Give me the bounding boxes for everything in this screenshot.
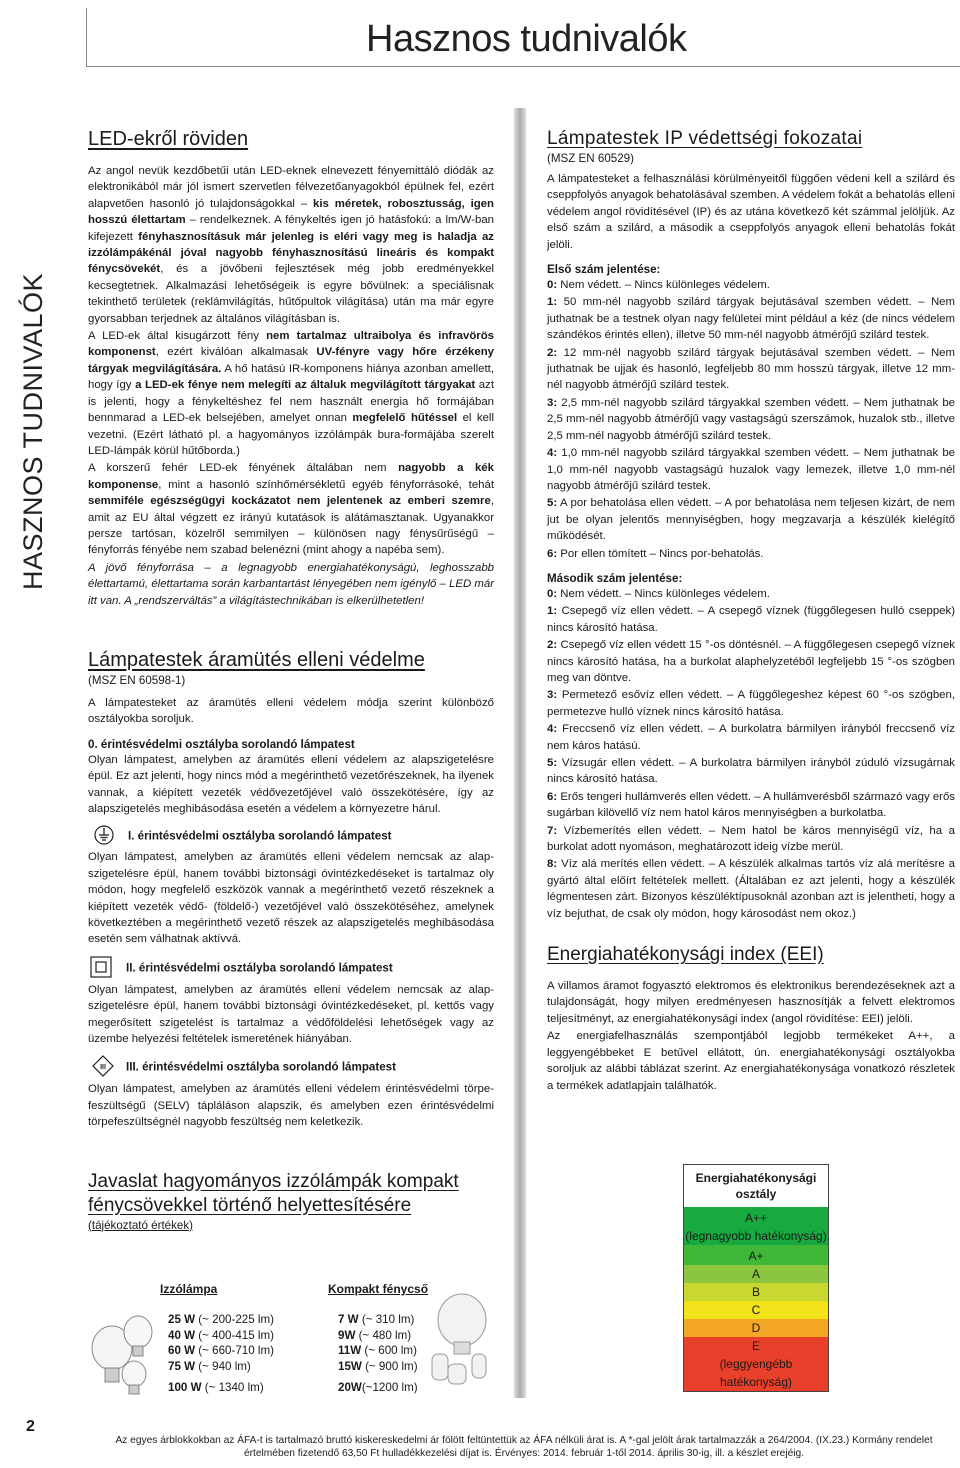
ip-item: 4: Freccsenő víz ellen védett. – A burkolatra bármilyen irányból freccsenő víz nem káros hatású. (547, 723, 955, 752)
side-title-text: HASZNOS TUDNIVALÓK (18, 272, 48, 590)
col-compact-label: Kompakt fénycső (328, 1282, 429, 1296)
replace-title-line2: fénycsövekkel történő helyettesítésére (88, 1194, 412, 1216)
ip-item: 5: A por behatolása ellen védett. – A por behatolása nem teljesen kizárt, de nem jut be olyan jelentős mennyiségben, hogy megzavarja a készülék kielégítő működését. (547, 497, 955, 543)
led-paragraph-4: A jövő fényforrása – a legnagyobb energiahatékonyságú, leghosszabb élettartamú, élettartama során karbantartást lényegében nem igénylő – LED már itt van. A „rendszerváltás” a világítástechnikában is elkerülhetetlen! (88, 561, 494, 607)
double-insulation-icon (90, 956, 112, 981)
page-number: 2 (26, 1418, 35, 1435)
ip-intro: A lámpatesteket a felhasználási körülményeitől függően védeni kell a szilárd és cseppfolyós anyagok behatolásával szemben. A védelem fokát a behatolás elleni védelem angol rövidítésével (IP) és az utána következő két számmal jelöljük. Az első szám a szilárd, a második a cseppfolyós anyagok elleni behatolás fokát jelöli. (547, 173, 955, 251)
footer-line-1: Az egyes árblokkokban az ÁFA-t is tartalmazó bruttó kiskereskedelmi ár fölött feltüntettük az ÁFA nélküli árat is. A *-gal jelölt árak tartalmazzák a 264/2004. (IX.23.) Kormány rendelet (115, 1435, 933, 1446)
footer-note (88, 1434, 960, 1460)
ip-item: 0: Nem védett. – Nincs különleges védelem. (547, 587, 770, 600)
compact-value: 7 W (~ 310 lm) (338, 1313, 415, 1326)
ip-item: 3: Permetező esővíz ellen védett. – A függőlegeshez képest 60 °-os szögben, permetezve hulló víznek nincs károsító hatása. (547, 689, 955, 718)
ip-item: 4: 1,0 mm-nél nagyobb szilárd tárgyakkal szemben védett. – Nem juthatnak be 1,0 mm-nél nagyobb vastagságú huzalok vagy lemezek, illetve 1,0 mm-nél nagyobb átmérőjű szilárd testek. (547, 447, 955, 492)
incandescent-value: 25 W (~ 200-225 lm) (168, 1313, 274, 1326)
compact-value: 9W (~ 480 lm) (338, 1328, 412, 1342)
incandescent-value: 60 W (~ 660-710 lm) (168, 1344, 274, 1358)
ip-title: Lámpatestek IP védettségi fokozatai (547, 128, 863, 149)
page-title: Hasznos tudnivalók (366, 18, 687, 60)
ip-item: 2: 12 mm-nél nagyobb szilárd tárgyak bejutásával szemben védett. – Nem juthatnak be ujjak és hasonló, legfeljebb 80 mm hosszú tárgyak, illetve 12 mm-nél nagyobb átmérőjű szilárd testek. (547, 346, 955, 392)
bulb-row (168, 1328, 428, 1344)
ip-item: 0: Nem védett. – Nincs különleges védelem. (547, 279, 770, 292)
replace-title-line1: Javaslat hagyományos izzólámpák kompakt (88, 1170, 459, 1192)
eei-title: Energiahatékonysági index (EEI) (547, 944, 824, 966)
shock-title: Lámpatestek áramütés elleni védelme (88, 648, 425, 671)
incandescent-value: 100 W (~ 1340 lm) (168, 1381, 264, 1395)
eei-class-row: (leggyengébb hatékonyság) (683, 1355, 829, 1392)
compact-value: 15W (~ 900 lm) (338, 1359, 418, 1373)
led-title: LED-ekről röviden (88, 128, 249, 150)
eei-table-header: Energiahatékonysági osztály (683, 1164, 829, 1207)
led-paragraph-2: A LED-ek által kisugárzott fény nem tartalmaz ultraibolya és infravörös komponenst, ezért kiválóan alkalmasak UV-fényre vagy hőre érzékeny tárgyak megvilágítására. A hő hatású IR-komponens hiánya azonban amellett, hogy így a LED-ek fénye nem melegíti az általuk megvilágított tárgyakat azt is jelenti, hogy a fénykeltéshez fel nem használt energia hő formájában bennmarad a LED-ek belsejében, amelyet onnan megfelelő hűtéssel el kell vezetni. (Ezért látható pl. a hagyományos izzólámpák bura-formájába szerelt LED-lámpák körül hűtőborda.) (88, 330, 495, 457)
left-column (88, 128, 494, 1240)
footer-line-2: értelmében fizetendő 63,50 Ft hulladékkezelési díjat is. Érvényes: 2014. február 1-től 2014. április 30-ig, ill. a készlet erejéig. (243, 1448, 805, 1459)
class2-text: Olyan lámpatest, amelyben az áramütés elleni védelem nemcsak az alap-szigetelésre épül, hanem további biztonsági óvintézkedéseket, pl. kettős vagy megerősített szigetelést is tartalmaz a védőföldelési lehetőségek vagy az üzembe helyezési feltételek ismeretének hiányában. (88, 983, 494, 1046)
bulb-row (168, 1380, 428, 1396)
bulb-row (168, 1343, 428, 1359)
bulb-row (168, 1312, 428, 1328)
eei-rows (683, 1207, 829, 1392)
bulb-row (168, 1359, 428, 1375)
compact-bulbs-illustration (418, 1292, 508, 1392)
incandescent-value: 75 W (~ 940 lm) (168, 1359, 251, 1373)
class2-heading: II. érintésvédelmi osztályba sorolandó lámpatest (88, 956, 494, 981)
col-incandescent-label: Izzólámpa (160, 1282, 218, 1296)
compact-value: 11W (~ 600 lm) (338, 1344, 417, 1358)
eei-class-row: A++ (683, 1207, 829, 1227)
ip-standard: (MSZ EN 60529) (547, 152, 634, 165)
right-column (547, 128, 955, 1095)
eei-class-row: C (683, 1301, 829, 1319)
ip-item: 6: Erős tengeri hullámverés ellen védett. – A hullámverésből származó vagy erős sugárban kilövellő víz nem hatol káros mennyiségben a burkolatba. (547, 790, 955, 820)
bulb-comparison (88, 1268, 508, 1408)
class0-text: Olyan lámpatest, amelyben az áramütés elleni védelem az alapszigetelésre épül. Ez azt jelenti, hogy nincs mód a megérinthető vezetőrészeknek, ha ilyenek vannak, a kiépített vezeték védővezetőjével való összekötésére, így az alapszigetelés meghibásodása esetén a védelem a környezetre hárul. (88, 753, 494, 815)
shock-standard: (MSZ EN 60598-1) (88, 673, 186, 687)
eei-class-row: E (683, 1337, 829, 1355)
ip-item: 2: Csepegő víz ellen védett 15 °-os döntésnél. – A függőlegesen csepegő víznek nincs károsító hatása, ha a burkolat alaphelyzetéből legfeljebb 15 °-os szögben meg van döntve. (547, 639, 955, 684)
class0-heading: 0. érintésvédelmi osztályba sorolandó lámpatest (88, 737, 355, 751)
eei-table (683, 1164, 829, 1392)
led-paragraph-3: A korszerű fehér LED-ek fényének általában nem nagyobb a kék komponense, mint a hasonló színhőmérsékletű egyéb fényforrásoké, tehát semmiféle egészségügyi kockázatot nem jelentenek az emberi szemre, amit az EU által végzett ez irányú kutatások is alátámasztanak. Ugyanakkor persze tartósan, közelről semmilyen – különösen nagy fénysűrűségű – fényforrás fényébe nem szabad belenézni (mint ahogy a napéba sem). (88, 462, 494, 557)
ip-item: 8: Víz alá merítés ellen védett. – A készülék alkalmas tartós víz alá merítésre a gyártó által előírt feltételek mellett. (Általában ez azt jelenti, hogy a készülék légmentesen zárt. Bizonyos készüléktípusoknál azonban azt is jelentheti, hogy a víz bejuthat, de csak oly módon, hogy károsodást nem okoz.) (547, 858, 955, 920)
class3-text: Olyan lámpatest, amelyben az áramütés elleni védelem érintésvédelmi törpe-feszültségű (SELV) tápláláson alapszik, és amelyben ezen érintésvédelmi törpefeszültségnél nagyobb feszültség nem keletkezik. (88, 1083, 494, 1129)
shock-intro: A lámpatesteket az áramütés elleni védelem módja szerint különböző osztályokba soroljuk. (88, 696, 494, 726)
ip-item: 5: Vízsugár ellen védett. – A burkolatra bármilyen irányból zúduló vízsugárnak nincs károsító hatása. (547, 757, 955, 786)
eei-class-row: D (683, 1319, 829, 1337)
selv-diamond-label: III (100, 1064, 106, 1072)
ip-item: 7: Vízbemerítés ellen védett. – Nem hatol be káros mennyiségű víz, ha a burkolat adott nyomáson, meghatározott ideig vízbe merül. (547, 824, 955, 854)
incandescent-value: 40 W (~ 400-415 lm) (168, 1328, 274, 1342)
incandescent-bulbs-illustration (88, 1288, 158, 1408)
ip-item: 3: 2,5 mm-nél nagyobb szilárd tárgyakkal szemben védett. – Nem juthatnak be 2,5 mm-nél nagyobb átmérőjű vagy vastagságú szerszámok, huzalok stb., illetve 2,5 mm-nél nagyobb átmérőjű szilárd testek. (547, 396, 955, 442)
class1-heading: I. érintésvédelmi osztályba sorolandó lámpatest (88, 825, 494, 848)
bulb-rows (168, 1312, 428, 1396)
eei-class-row: A (683, 1265, 829, 1283)
ip-second-heading: Második szám jelentése: (547, 571, 683, 585)
led-paragraph-1: Az angol nevük kezdőbetűi után LED-eknek elnevezett fényemittáló diódák az elektronikából már jól ismert szervetlen félvezetőanyagokból épülnek fel, ezért alapvetően hasonló jó tulajdonságokkal – kis méretek, robosztusság, igen hosszú élettartam – rendelkeznek. A fénykeltés igen jó hatásfokú: a lm/W-ban kifejezett fényhasznosításuk már jelenleg is eléri vagy meg is haladja az izzólámpákénál jóval nagyobb fényhasznosítású lineáris és kompakt fénycsövekét, és a jövőbeni fejlesztések még jobb eredményekkel kecsegtetnek. Alkalmazási lehetőségeik is egyre bővülnek: a speciálisnak tekinthető területek (reklámvilágítás, hűtőpultok világítása) után ma már egyre gyorsabban terjednek az általános világításban is. (88, 165, 494, 325)
selv-diamond-icon (92, 1055, 114, 1080)
ip-item: 1: 50 mm-nél nagyobb szilárd tárgyak bejutásával szemben védett. – Nem juthatnak be a testnek olyan nagy felületei mint például a kéz (de nincs védelem szándékos érintés ellen), illetve 50 mm-nél nagyobb átmérőjű szilárd testek. (547, 296, 955, 342)
class1-text: Olyan lámpatest, amelyben az áramütés elleni védelem nemcsak az alap-szigetelésre épül, hanem további biztonsági óvintézkedéseket is tartalmaz oly módon, hogy megfelelő eszközök vannak a megérinthető vezető részeknek a kiépített vezeték védő- (földelő-) vezetőjével való összekötéséhez, amelynek következtében a megérinthető vezető részek az alapszigetelés meghibásodása esetén sem válhatnak aktívvá. (88, 851, 494, 946)
eei-class-row: B (683, 1283, 829, 1301)
earth-ground-icon (94, 825, 114, 848)
ip-first-list (547, 277, 955, 562)
class3-heading: III III. érintésvédelmi osztályba sorolandó lámpatest (88, 1055, 494, 1080)
eei-paragraph-2: Az energiafelhasználás szempontjából legjobb termékeket A++, a leggyengébbeket E betűvel ellátott, ún. energiahatékonysági osztályokba soroljuk az alábbi táblázat szerint. Az energiahatékonysága vonatkozó részletek a termékek adatlapjain találhatók. (547, 1030, 955, 1092)
eei-paragraph-1: A villamos áramot fogyasztó elektromos és elektronikus berendezéseknek azt a tulajdonságát, hogy milyen eredményesen hasznosítják a felvett elektromos teljesítményt, az energiahatékonysági index (angol rövidítése: EEI) jelöli. (547, 980, 955, 1025)
side-title (12, 70, 52, 590)
ip-item: 6: Por ellen tömített – Nincs por-behatolás. (547, 547, 764, 560)
replace-sub: (tájékoztató értékek) (88, 1218, 194, 1232)
compact-value: 20W(~1200 lm) (338, 1381, 418, 1395)
ip-second-list (547, 586, 955, 922)
column-divider (514, 108, 526, 1398)
eei-class-row: (legnagyobb hatékonyság) (683, 1227, 829, 1245)
eei-class-row: A+ (683, 1245, 829, 1265)
ip-first-heading: Első szám jelentése: (547, 263, 661, 277)
ip-item: 1: Csepegő víz ellen védett. – A csepegő víznek (függőlegesen hulló cseppek) nincs károsító hatása. (547, 605, 955, 634)
